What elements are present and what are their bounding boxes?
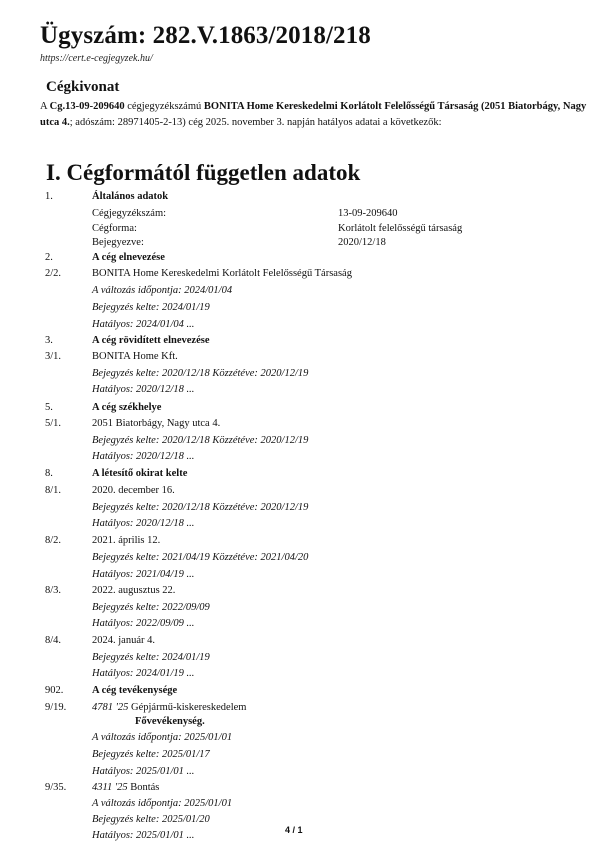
case-number: Ügyszám: 282.V.1863/2018/218 xyxy=(40,22,371,49)
change-date: A változás időpontja: 2024/01/04 xyxy=(92,285,233,296)
change-date: A változás időpontja: 2025/01/01 xyxy=(92,732,233,743)
row-heading: A cég székhelye xyxy=(92,402,162,413)
change-date: A változás időpontja: 2025/01/01 xyxy=(92,798,233,809)
activity-entry xyxy=(92,700,246,715)
activity-code: 4781 '25 xyxy=(92,702,129,713)
meta-row xyxy=(0,764,600,779)
section-row-activity xyxy=(0,683,600,698)
row-number: 9/19. xyxy=(45,702,67,713)
row-number: 8/2. xyxy=(45,535,62,546)
field-value: BONITA Home Kft. xyxy=(92,351,178,362)
row-number: 902. xyxy=(45,685,64,696)
activity-code: 4311 '25 xyxy=(92,782,128,793)
section-row-general xyxy=(0,189,600,204)
meta-row xyxy=(0,317,600,332)
effective-date: Hatályos: 2020/12/18 ... xyxy=(92,384,195,395)
row-number: 2/2. xyxy=(45,268,62,279)
meta-row xyxy=(0,500,600,515)
row-number: 8/4. xyxy=(45,635,62,646)
registration-date: Bejegyzés kelte: 2025/01/17 xyxy=(92,749,210,760)
data-row xyxy=(0,633,600,648)
section-row-seat xyxy=(0,400,600,415)
field-value: 2021. április 12. xyxy=(92,535,161,546)
row-number: 5/1. xyxy=(45,418,62,429)
meta-row xyxy=(0,747,600,762)
data-row xyxy=(0,416,600,431)
effective-date: Hatályos: 2020/12/18 ... xyxy=(92,518,195,529)
section-row-name xyxy=(0,250,600,265)
activity-name: Bontás xyxy=(127,782,160,793)
meta-row xyxy=(0,730,600,745)
meta-row xyxy=(0,550,600,565)
row-number: 5. xyxy=(45,402,53,413)
meta-row xyxy=(0,650,600,665)
extract-title: Cégkivonat xyxy=(46,79,120,95)
row-number: 9/35. xyxy=(45,782,67,793)
data-row xyxy=(0,266,600,281)
source-url[interactable]: https://cert.e-cegjegyzek.hu/ xyxy=(40,53,153,64)
meta-row xyxy=(0,283,600,298)
activity-entry xyxy=(92,780,159,795)
row-number: 2. xyxy=(45,252,53,263)
activity-name: Gépjármű-kiskereskedelem xyxy=(128,702,247,713)
row-heading: A cég tevékenysége xyxy=(92,685,178,696)
row-heading: A cég elnevezése xyxy=(92,252,165,263)
meta-row xyxy=(0,366,600,381)
field-label: Bejegyezve: xyxy=(92,237,144,248)
registration-date: Bejegyzés kelte: 2024/01/19 xyxy=(92,302,210,313)
field-value: BONITA Home Kereskedelmi Korlátolt Felelősségű Társaság xyxy=(92,268,352,279)
meta-row xyxy=(0,449,600,464)
row-heading: A cég rövidített elnevezése xyxy=(92,335,210,346)
page-number: 4 / 1 xyxy=(285,825,303,835)
registration-date: Bejegyzés kelte: 2024/01/19 xyxy=(92,652,210,663)
field-value: 2022. augusztus 22. xyxy=(92,585,176,596)
row-number: 3. xyxy=(45,335,53,346)
intro-text: cégjegyzékszámú xyxy=(124,101,204,112)
intro-paragraph xyxy=(40,99,588,131)
row-number: 8/1. xyxy=(45,485,62,496)
data-row xyxy=(0,780,600,795)
meta-row xyxy=(0,796,600,811)
meta-row xyxy=(0,666,600,681)
effective-date: Hatályos: 2021/04/19 ... xyxy=(92,569,195,580)
data-row xyxy=(0,714,600,729)
registration-date: Bejegyzés kelte: 2022/09/09 xyxy=(92,602,210,613)
meta-row xyxy=(0,433,600,448)
meta-row xyxy=(0,516,600,531)
field-label: Cégforma: xyxy=(92,223,137,234)
meta-row xyxy=(0,300,600,315)
data-row xyxy=(0,349,600,364)
data-row xyxy=(0,235,600,250)
data-row xyxy=(0,700,600,715)
intro-regno: Cg.13-09-209640 xyxy=(49,101,125,112)
intro-text: A xyxy=(40,101,50,112)
field-value: Korlátolt felelősségű társaság xyxy=(338,223,463,234)
field-label: Cégjegyzékszám: xyxy=(92,208,167,219)
effective-date: Hatályos: 2025/01/01 ... xyxy=(92,830,195,841)
intro-text: ; adószám: 28971405-2-13) cég 2025. november 3. napján hatályos adatai a következők: xyxy=(69,117,442,128)
field-value: 2051 Biatorbágy, Nagy utca 4. xyxy=(92,418,221,429)
data-row xyxy=(0,206,600,221)
meta-row xyxy=(0,600,600,615)
effective-date: Hatályos: 2024/01/04 ... xyxy=(92,319,195,330)
data-row xyxy=(0,583,600,598)
registration-date: Bejegyzés kelte: 2021/04/19 Közzétéve: 2021/04/20 xyxy=(92,552,309,563)
section-title: I. Cégformától független adatok xyxy=(46,160,361,185)
registration-date: Bejegyzés kelte: 2020/12/18 Közzétéve: 2020/12/19 xyxy=(92,502,309,513)
row-number: 8. xyxy=(45,468,53,479)
field-value: 2024. január 4. xyxy=(92,635,155,646)
registration-date: Bejegyzés kelte: 2020/12/18 Közzétéve: 2020/12/19 xyxy=(92,368,309,379)
effective-date: Hatályos: 2022/09/09 ... xyxy=(92,618,195,629)
row-number: 1. xyxy=(45,191,53,202)
main-activity-label: Fővevékenység. xyxy=(135,716,205,727)
effective-date: Hatályos: 2025/01/01 ... xyxy=(92,766,195,777)
field-value: 2020. december 16. xyxy=(92,485,175,496)
section-row-short-name xyxy=(0,333,600,348)
effective-date: Hatályos: 2024/01/19 ... xyxy=(92,668,195,679)
registration-date: Bejegyzés kelte: 2025/01/20 xyxy=(92,814,210,825)
field-value: 2020/12/18 xyxy=(338,237,386,248)
row-heading: A létesítő okirat kelte xyxy=(92,468,188,479)
intro-company: BONITA Home Kereskedelmi Korlátolt Felelősségű Társaság (2051 Biatorbágy, Nagy utca 4. xyxy=(40,101,587,128)
data-row xyxy=(0,483,600,498)
row-number: 8/3. xyxy=(45,585,62,596)
meta-row xyxy=(0,382,600,397)
row-number: 3/1. xyxy=(45,351,62,362)
field-value: 13-09-209640 xyxy=(338,208,398,219)
row-heading: Általános adatok xyxy=(92,191,169,202)
meta-row xyxy=(0,616,600,631)
effective-date: Hatályos: 2020/12/18 ... xyxy=(92,451,195,462)
registration-date: Bejegyzés kelte: 2020/12/18 Közzétéve: 2020/12/19 xyxy=(92,435,309,446)
meta-row xyxy=(0,567,600,582)
data-row xyxy=(0,533,600,548)
section-row-deed xyxy=(0,466,600,481)
data-row xyxy=(0,221,600,236)
